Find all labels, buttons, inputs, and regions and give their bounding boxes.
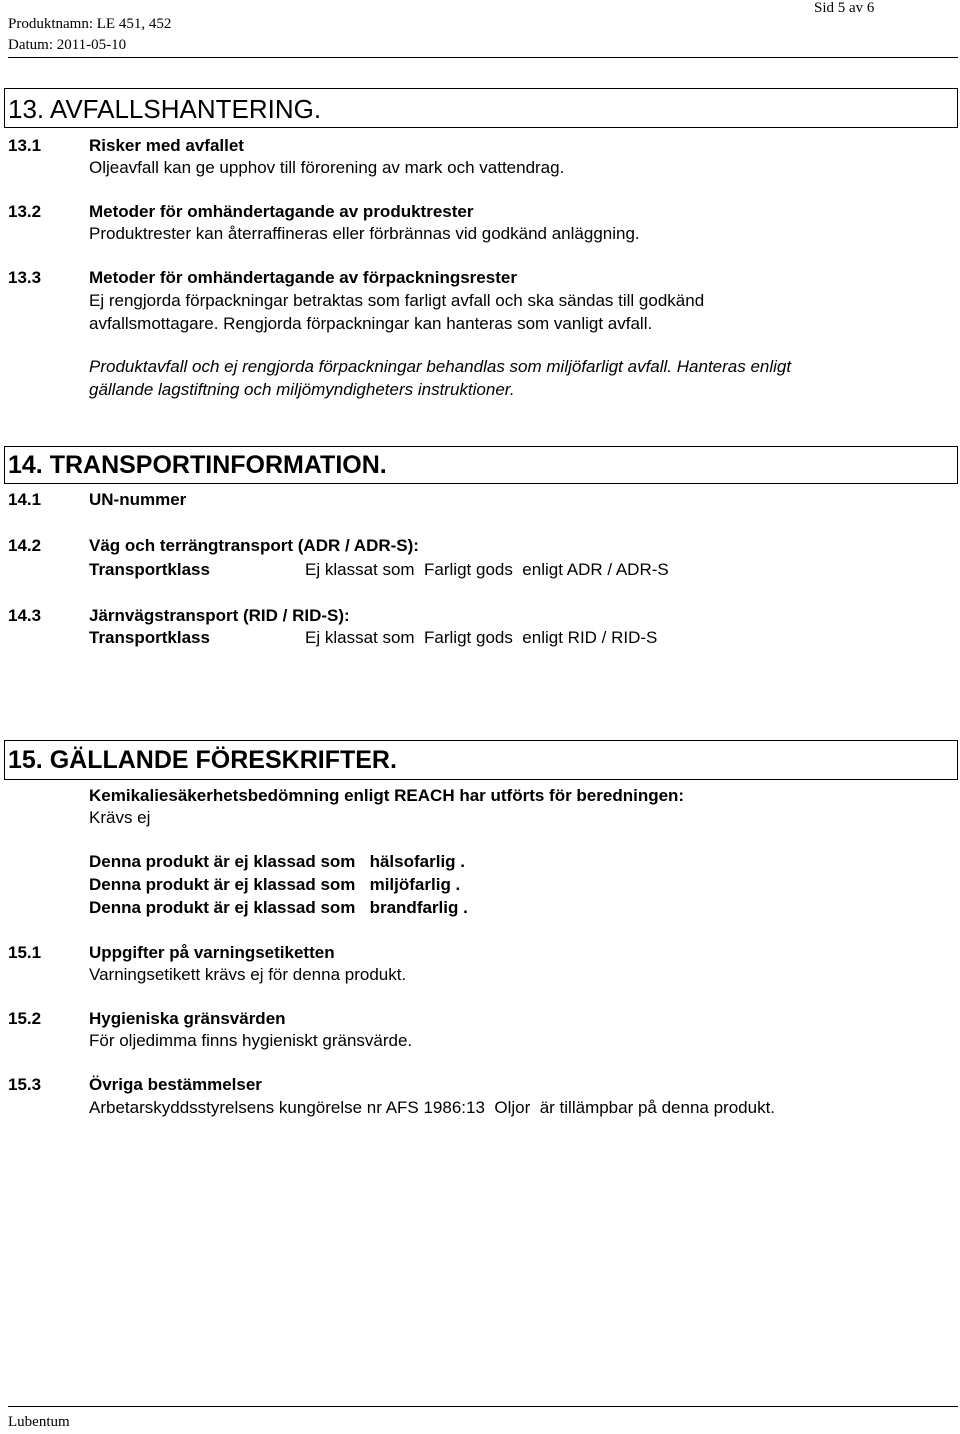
section-13-2-number: 13.2 bbox=[8, 202, 42, 221]
section-13-2-text: Produktrester kan återraffineras eller förbrännas vid godkänd anläggning. bbox=[89, 224, 640, 243]
section-15-title: 15. GÄLLANDE FÖRESKRIFTER. bbox=[8, 746, 397, 774]
section-13-3-text-line1: Ej rengjorda förpackningar betraktas som farligt avfall och ska sändas till godkänd bbox=[89, 291, 705, 310]
footer-company: Lubentum bbox=[8, 1414, 70, 1430]
section-14-2-number: 14.2 bbox=[8, 536, 42, 555]
section-15-2-title: Hygieniska gränsvärden bbox=[89, 1009, 286, 1028]
reach-title: Kemikaliesäkerhetsbedömning enligt REACH har utförts för beredningen: bbox=[89, 786, 685, 805]
page-number: Sid 5 av 6 bbox=[814, 0, 875, 16]
section-14-2-label: Transportklass bbox=[89, 560, 210, 579]
section-13-1-title: Risker med avfallet bbox=[89, 136, 244, 155]
reach-text: Krävs ej bbox=[89, 808, 151, 827]
section-14-2-title: Väg och terrängtransport (ADR / ADR-S): bbox=[89, 536, 419, 555]
section-15-1-number: 15.1 bbox=[8, 943, 42, 962]
section-14-1-title: UN-nummer bbox=[89, 490, 187, 509]
header-divider bbox=[8, 57, 958, 58]
section-15-1-title: Uppgifter på varningsetiketten bbox=[89, 943, 335, 962]
footer-divider bbox=[8, 1406, 958, 1407]
section-13-1-text: Oljeavfall kan ge upphov till förorening av mark och vattendrag. bbox=[89, 158, 565, 177]
section-15-3-title: Övriga bestämmelser bbox=[89, 1075, 262, 1094]
section-13-2-title: Metoder för omhändertagande av produktrester bbox=[89, 202, 474, 221]
section-14-1-number: 14.1 bbox=[8, 490, 42, 509]
section-15-2-number: 15.2 bbox=[8, 1009, 42, 1028]
section-14-3-label: Transportklass bbox=[89, 628, 210, 647]
section-13-title: 13. AVFALLSHANTERING. bbox=[8, 94, 322, 124]
section-14-3-value: Ej klassat som Farligt gods enligt RID / RID-S bbox=[305, 628, 658, 647]
section-14-3-number: 14.3 bbox=[8, 606, 42, 625]
section-13-3-title: Metoder för omhändertagande av förpackningsrester bbox=[89, 268, 517, 287]
section-13-3-italic-line2: gällande lagstiftning och miljömyndigheters instruktioner. bbox=[89, 380, 515, 399]
section-13-3-text-line2: avfallsmottagare. Rengjorda förpackningar kan hanteras som vanligt avfall. bbox=[89, 314, 653, 333]
section-13-3-number: 13.3 bbox=[8, 268, 42, 287]
product-name: Produktnamn: LE 451, 452 bbox=[8, 16, 172, 32]
section-14-title: 14. TRANSPORTINFORMATION. bbox=[8, 451, 387, 479]
section-14-3-title: Järnvägstransport (RID / RID-S): bbox=[89, 606, 350, 625]
section-15-2-text: För oljedimma finns hygieniskt gränsvärde. bbox=[89, 1031, 413, 1050]
section-13-1-number: 13.1 bbox=[8, 136, 42, 155]
classification-environment: Denna produkt är ej klassad som miljöfarlig . bbox=[89, 875, 461, 894]
section-13-3-italic-line1: Produktavfall och ej rengjorda förpackningar behandlas som miljöfarligt avfall. Hanteras enligt bbox=[89, 357, 792, 376]
section-15-3-number: 15.3 bbox=[8, 1075, 42, 1094]
section-15-1-text: Varningsetikett krävs ej för denna produkt. bbox=[89, 965, 407, 984]
document-date: Datum: 2011-05-10 bbox=[8, 37, 127, 53]
section-15-3-text: Arbetarskyddsstyrelsens kungörelse nr AFS 1986:13 Oljor är tillämpbar på denna produkt. bbox=[89, 1098, 776, 1117]
classification-fire: Denna produkt är ej klassad som brandfarlig . bbox=[89, 898, 468, 917]
section-14-2-value: Ej klassat som Farligt gods enligt ADR / ADR-S bbox=[305, 560, 669, 579]
classification-health: Denna produkt är ej klassad som hälsofarlig . bbox=[89, 852, 466, 871]
